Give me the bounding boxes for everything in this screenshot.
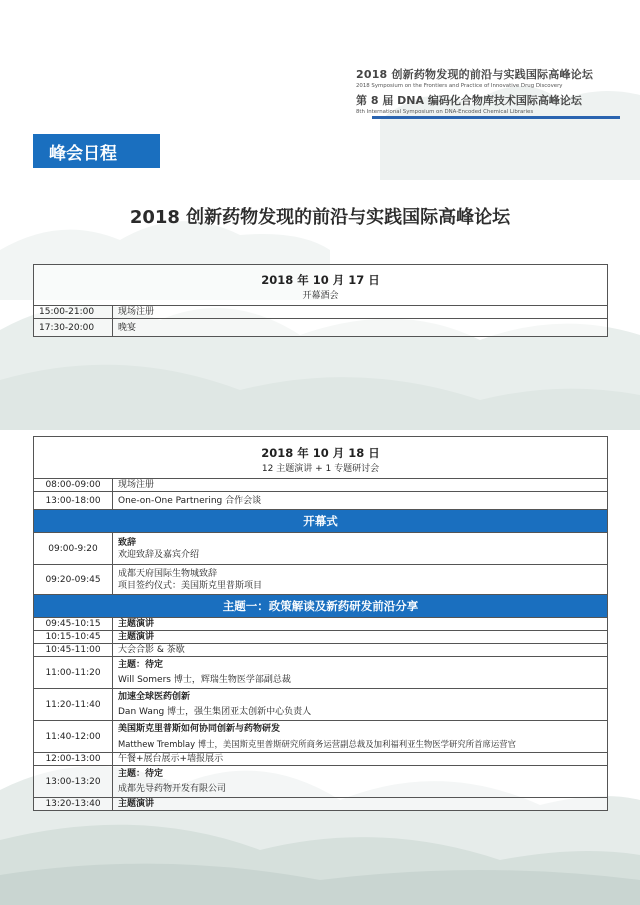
event-title: 成都天府国际生物城致辞 — [118, 568, 218, 579]
table-row — [34, 533, 608, 565]
event-title: 加速全球医药创新 — [118, 692, 191, 702]
header-title-1-en: 2018 Symposium on the Frontiers and Practice of Innovative Drug Discovery — [356, 83, 563, 89]
event-cell: 主题演讲 — [113, 798, 608, 811]
table-row — [34, 798, 608, 811]
event-cell — [113, 565, 608, 595]
symposium-header — [356, 66, 618, 115]
time-cell: 08:00-09:00 — [34, 479, 113, 492]
table-row — [34, 631, 608, 644]
event-cell: 午餐+展台展示+墙报展示 — [113, 753, 608, 766]
time-cell: 13:20-13:40 — [34, 798, 113, 811]
table-row — [34, 689, 608, 721]
event-title: 美国斯克里普斯如何协同创新与药物研发 — [118, 724, 281, 734]
day2-subtitle-row — [34, 463, 608, 479]
session-band-opening — [34, 510, 608, 533]
event-cell — [113, 766, 608, 798]
header-title-2-cn: 第 8 届 DNA 编码化合物库技术国际高峰论坛 — [356, 94, 582, 107]
event-cell: 现场注册 — [113, 479, 608, 492]
event-title: 致辞 — [118, 537, 137, 548]
event-cell — [113, 533, 608, 565]
time-cell: 11:40-12:00 — [34, 721, 113, 753]
event-title: 主题：待定 — [118, 660, 164, 670]
time-cell: 09:20-09:45 — [34, 565, 113, 595]
band-title: 开幕式 — [34, 510, 608, 533]
table-row — [34, 721, 608, 753]
table-row — [34, 644, 608, 657]
day2-date: 2018 年 10 月 18 日 — [34, 437, 608, 464]
event-detail: Matthew Tremblay 博士，美国斯克里普斯研究所商务运营副总裁及加利福利亚生物医学研究所首席运营官 — [118, 739, 516, 749]
time-cell: 17:30-20:00 — [34, 319, 113, 337]
page-title: 2018 创新药物发现的前沿与实践国际高峰论坛 — [129, 207, 511, 228]
table-row — [34, 319, 608, 337]
time-cell: 15:00-21:00 — [34, 306, 113, 319]
header-title-1-cn: 2018 创新药物发现的前沿与实践国际高峰论坛 — [356, 68, 594, 81]
event-cell: 现场注册 — [113, 306, 608, 319]
header-divider — [372, 116, 620, 119]
table-row — [34, 479, 608, 492]
time-cell: 13:00-13:20 — [34, 766, 113, 798]
time-cell: 10:45-11:00 — [34, 644, 113, 657]
event-detail: 成都先导药物开发有限公司 — [118, 784, 227, 794]
table-row — [34, 766, 608, 798]
time-cell: 09:45-10:15 — [34, 618, 113, 631]
event-detail: 项目签约仪式：美国斯克里普斯项目 — [118, 580, 263, 591]
table-row — [34, 306, 608, 319]
event-detail: Dan Wang 博士，强生集团亚太创新中心负责人 — [118, 707, 312, 717]
day2-subtitle: 12 主题演讲 + 1 专题研讨会 — [34, 463, 608, 479]
event-cell — [113, 657, 608, 689]
table-row — [34, 753, 608, 766]
table-row — [34, 618, 608, 631]
time-cell: 11:20-11:40 — [34, 689, 113, 721]
time-cell: 11:00-11:20 — [34, 657, 113, 689]
event-cell — [113, 689, 608, 721]
day1-schedule-table — [33, 264, 608, 337]
day1-date: 2018 年 10 月 17 日 — [34, 265, 608, 291]
event-cell: 晚宴 — [113, 319, 608, 337]
event-cell: One-on-One Partnering 合作会谈 — [113, 492, 608, 510]
day1-header-row — [34, 265, 608, 291]
table-row — [34, 565, 608, 595]
event-cell: 主题演讲 — [113, 631, 608, 644]
event-cell — [113, 721, 608, 753]
time-cell: 12:00-13:00 — [34, 753, 113, 766]
event-cell: 主题演讲 — [113, 618, 608, 631]
day2-schedule-table — [33, 436, 608, 811]
time-cell: 13:00-18:00 — [34, 492, 113, 510]
band-title: 主题一：政策解读及新药研发前沿分享 — [34, 595, 608, 618]
event-title: 主题：待定 — [118, 769, 164, 779]
event-detail: Will Somers 博士，辉瑞生物医学部副总裁 — [118, 675, 291, 685]
event-cell: 大会合影 & 茶歇 — [113, 644, 608, 657]
day1-subtitle-row — [34, 290, 608, 306]
event-detail: 欢迎致辞及嘉宾介绍 — [118, 549, 200, 560]
day1-subtitle: 开幕酒会 — [34, 290, 608, 306]
time-cell: 09:00-9:20 — [34, 533, 113, 565]
session-band-theme1 — [34, 595, 608, 618]
table-row — [34, 657, 608, 689]
section-tag: 峰会日程 — [33, 134, 160, 168]
time-cell: 10:15-10:45 — [34, 631, 113, 644]
table-row — [34, 492, 608, 510]
header-title-2-en: 8th International Symposium on DNA-Encoded Chemical Libraries — [356, 109, 534, 115]
day2-header-row — [34, 437, 608, 464]
